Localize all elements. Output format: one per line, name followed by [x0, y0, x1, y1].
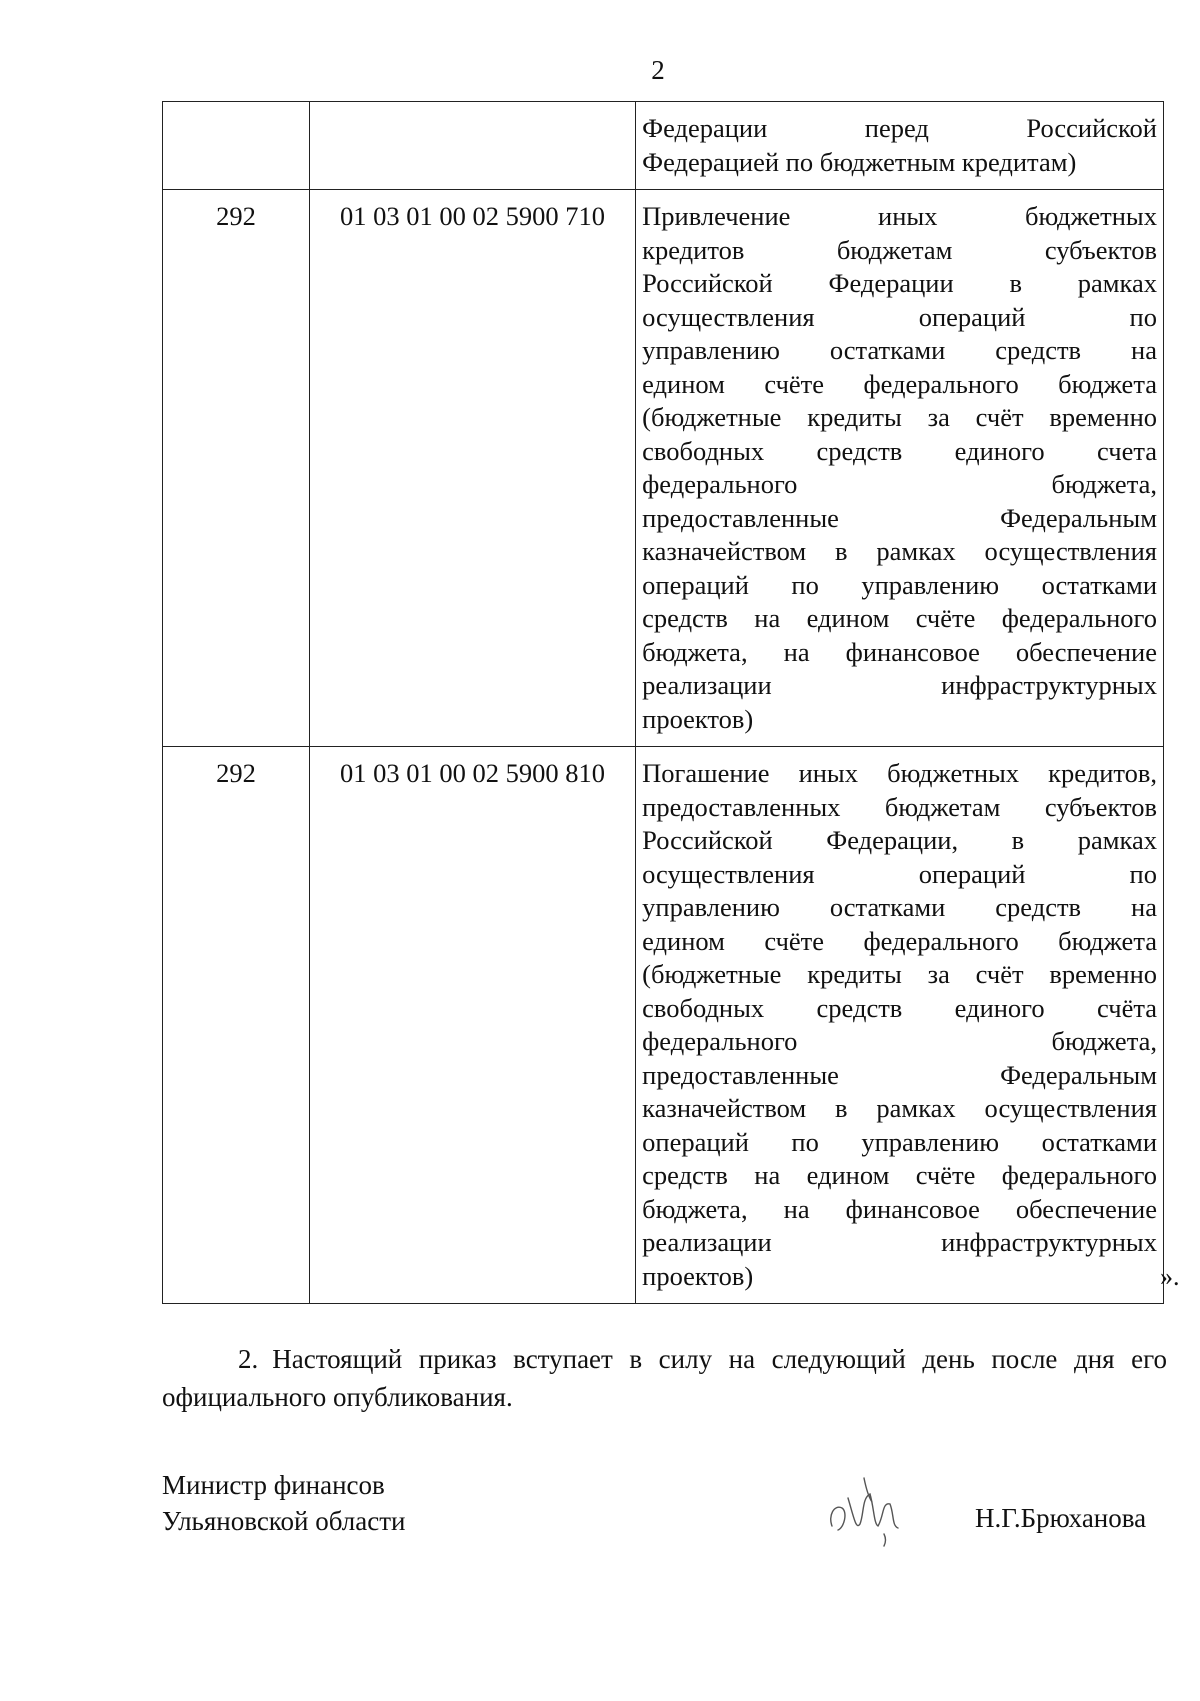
- table-row: [163, 747, 1164, 1304]
- description-line: Российской Федерации в рамках: [642, 268, 1157, 298]
- description-line: бюджета, на финансовое обеспечение: [642, 1193, 1157, 1224]
- description-line: предоставленные Федеральным: [642, 1059, 1157, 1090]
- description-line: предоставленные Федеральным: [642, 502, 1157, 533]
- description-line: казначейством в рамках осуществления: [642, 1093, 1157, 1123]
- description-line: реализации инфраструктурных: [642, 1227, 1157, 1257]
- description-line: Погашение иных бюджетных кредитов,: [642, 758, 1157, 788]
- budget-codes-table: [162, 101, 1164, 1304]
- description-cell: [636, 190, 1164, 747]
- description-line: Федерации перед Российской: [642, 113, 1157, 143]
- handwritten-signature: [820, 1468, 940, 1548]
- description-line: Привлечение иных бюджетных: [642, 201, 1157, 231]
- description-line: едином счёте федерального бюджета: [642, 368, 1157, 399]
- budget-classification-code-cell: 01 03 01 00 02 5900 810: [309, 747, 635, 1304]
- description-line: кредитов бюджетам субъектов: [642, 234, 1157, 265]
- signatory-title-line: Ульяновской области: [162, 1506, 406, 1536]
- budget-classification-code-cell: [309, 102, 635, 190]
- description-line: операций по управлению остатками: [642, 1126, 1157, 1157]
- description-line: бюджета, на финансовое обеспечение: [642, 636, 1157, 667]
- paragraph-number: 2.: [238, 1344, 259, 1374]
- description-cell: [636, 747, 1164, 1304]
- closing-quote: ».: [1160, 1262, 1180, 1291]
- description-line: предоставленных бюджетам субъектов: [642, 791, 1157, 822]
- page-number: 2: [651, 55, 665, 85]
- description-line: Российской Федерации, в рамках: [642, 825, 1157, 855]
- description-line: средств на едином счёте федерального: [642, 603, 1157, 633]
- description-line: проектов): [642, 703, 754, 734]
- description-line: средств на едином счёте федерального: [642, 1160, 1157, 1190]
- description-line: проектов): [642, 1260, 754, 1291]
- description-line: реализации инфраструктурных: [642, 670, 1157, 700]
- description-line: осуществления операций по: [642, 858, 1157, 889]
- description-line: (бюджетные кредиты за счёт временно: [642, 402, 1157, 432]
- description-line: операций по управлению остатками: [642, 569, 1157, 600]
- admin-code-cell: [163, 102, 310, 190]
- paragraph-text: Настоящий приказ вступает в силу на следующий день после дня его официального опубликования.: [162, 1344, 1167, 1412]
- signatory-name: Н.Г.Брюханова: [975, 1503, 1147, 1533]
- description-line: (бюджетные кредиты за счёт временно: [642, 959, 1157, 989]
- order-paragraph: [162, 1340, 1167, 1416]
- table-row: [163, 102, 1164, 190]
- budget-classification-code-cell: 01 03 01 00 02 5900 710: [309, 190, 635, 747]
- description-line: федерального бюджета,: [642, 1026, 1157, 1056]
- description-cell: [636, 102, 1164, 190]
- description-line: едином счёте федерального бюджета: [642, 925, 1157, 956]
- description-line: управлению остатками средств на: [642, 335, 1157, 365]
- admin-code-cell: 292: [163, 747, 310, 1304]
- table-row: [163, 190, 1164, 747]
- table-body: [163, 102, 1164, 1304]
- description-line: казначейством в рамках осуществления: [642, 536, 1157, 566]
- description-line: федерального бюджета,: [642, 469, 1157, 499]
- signatory-title: [162, 1467, 406, 1539]
- admin-code-cell: 292: [163, 190, 310, 747]
- description-line: управлению остатками средств на: [642, 892, 1157, 922]
- description-line: осуществления операций по: [642, 301, 1157, 332]
- description-line: свободных средств единого счёта: [642, 992, 1157, 1023]
- description-line: свободных средств единого счета: [642, 435, 1157, 466]
- signatory-title-line: Министр финансов: [162, 1470, 385, 1500]
- description-line: Федерацией по бюджетным кредитам): [642, 146, 1077, 177]
